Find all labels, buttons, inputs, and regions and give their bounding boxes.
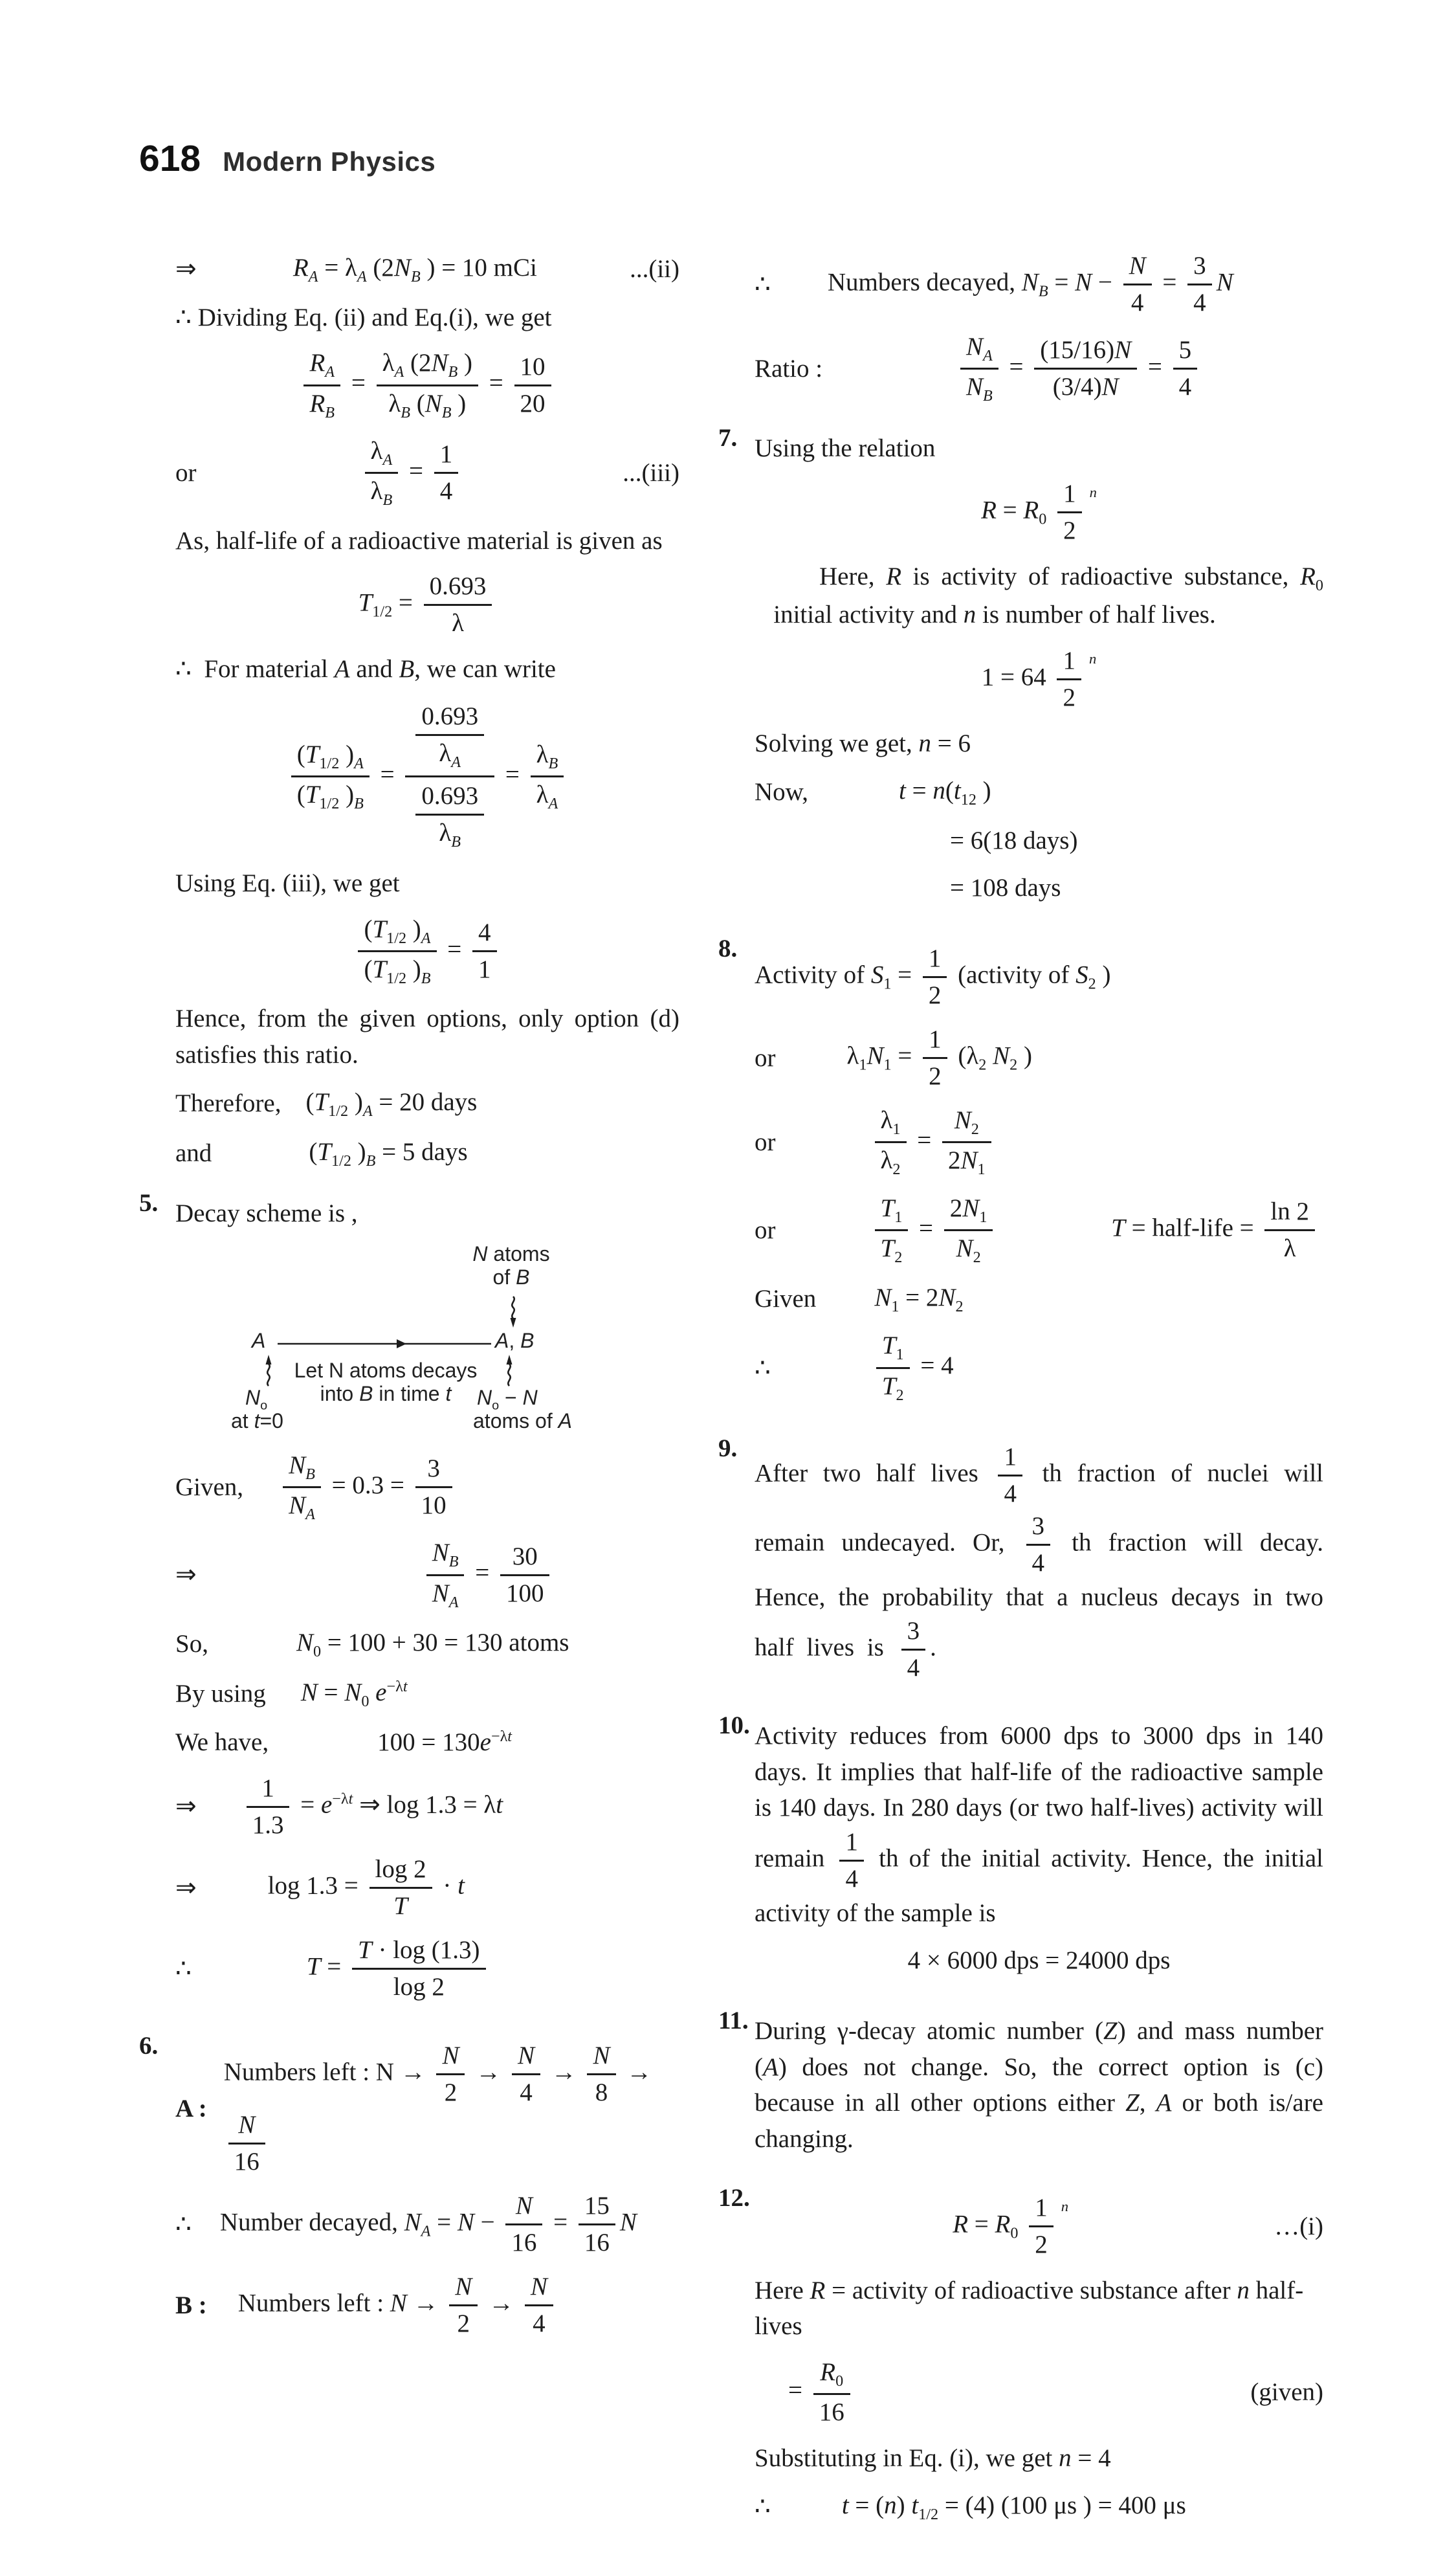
fraction: $\frac{(T_{1/2} )_A}{(T_{1/2} )_B}$ — [291, 740, 370, 814]
equation-line — [175, 2190, 679, 2259]
solution-item — [718, 931, 1323, 1418]
fraction: $\frac{N}{16}$ — [228, 2110, 265, 2177]
equation-line — [175, 1537, 679, 1613]
fraction: $\frac{N_2}{2N_1}$ — [942, 1106, 991, 1179]
text-line: ∴ For material A and B, we can write — [175, 655, 556, 684]
equation-line — [175, 1134, 679, 1172]
solution-item — [139, 2028, 679, 2352]
equation: $N = N_0$ $e^{-\lambda t}$ — [300, 1678, 408, 1710]
equation: $T_{1/2}$ = $\frac{0.693}{\lambda}$ — [175, 570, 679, 640]
equation-label: ∴ — [755, 2493, 771, 2521]
equation: log 1.3 = $\frac{\log 2}{T}$ · t — [208, 1853, 679, 1922]
solution-item — [718, 1431, 1323, 1695]
equation: ($T_{1/2}$ )$_A = 20$ days — [305, 1088, 478, 1120]
text-line: As, half-life of a radioactive material is given as — [175, 526, 663, 555]
equation-line — [175, 1625, 679, 1663]
fraction: $\frac{N}{2}$ — [449, 2272, 478, 2339]
decay-arrow-icon — [278, 1331, 491, 1355]
fraction: $\frac{N}{16}$ — [505, 2191, 542, 2258]
equation-line — [175, 2271, 679, 2340]
fraction: $\frac{1}{4}$ — [998, 1442, 1022, 1509]
equation-line — [755, 2356, 1323, 2429]
fraction: $\frac{N_B}{N_A}$ — [283, 1451, 321, 1524]
equation-label: Ratio : — [755, 355, 823, 383]
diagram-caption: Let N atoms decays into B in time t — [294, 1358, 478, 1406]
equation: $\frac{(T_{1/2} )_A}{(T_{1/2} )_B}$ = $\frac{4}{1}$ — [175, 913, 679, 990]
equation: $\lambda_1N_1$ = $\frac{1}{2}$ ($\lambda_2$ $N_2$ ) — [788, 1023, 1324, 1093]
left-column — [139, 238, 679, 2551]
item-number: 12. — [718, 2183, 750, 2212]
fraction: $\frac{4}{1}$ — [472, 918, 497, 985]
item-body — [175, 2028, 679, 2352]
fraction: $\frac{3}{4}$ — [1026, 1511, 1051, 1578]
equation: 1 = 64 $\frac{1}{2}$ $^n$ — [755, 645, 1323, 714]
text-line: Substituting in Eq. (i), we get n = 4 — [755, 2444, 1111, 2473]
text-line: Activity reduces from 6000 dps to 3000 dps in 140 days. It implies that half-life of the radioactive sample is 140 days. In 280 days (or two half-lives) activity will remain $\frac{1}{4}$ th of the initial activity. Hence, the initial activity of the sample is — [755, 1722, 1323, 1927]
equation: $\frac{N_B}{N_A}$ = 0.3 = $\frac{3}{10}$ — [255, 1449, 679, 1526]
equation-label: Given, — [175, 1473, 244, 1501]
item-number: 6. — [139, 2031, 159, 2060]
equation-line — [175, 2040, 679, 2178]
item-body — [755, 2180, 1323, 2538]
equation-tag: ...(ii) — [630, 254, 679, 283]
equation-label: and — [175, 1139, 212, 1168]
text-line: Using Eq. (iii), we get — [175, 869, 400, 898]
equation: Numbers decayed, $N_B = N$ − $\frac{N}{4}$ = $\frac{3}{4}$ N — [782, 250, 1323, 319]
diagram-label-n0: $N_o$ — [245, 1385, 268, 1413]
equation-line — [755, 478, 1323, 547]
equation: T = $\frac{T \cdot \log (1.3)}{\log 2}$ — [203, 1934, 679, 2003]
fraction: $\frac{1}{2}$ — [1029, 2193, 1053, 2260]
equation-label: ∴ — [175, 2210, 192, 2238]
fraction: $\frac{\lambda_A (2N_B )}{\lambda_B (N_B )}$ — [377, 348, 478, 422]
equation: Numbers left : N → $\frac{N}{2}$ → $\frac{N}{4}$ — [219, 2271, 679, 2340]
equation-tag: ...(iii) — [623, 459, 679, 487]
equation: 4 × 6000 dps = 24000 dps — [907, 1946, 1171, 1975]
page-header — [139, 133, 1323, 185]
fraction: $\frac{30}{100}$ — [500, 1542, 550, 1609]
equation-line — [175, 1853, 679, 1922]
fraction: $\frac{15}{16}$ — [579, 2191, 615, 2258]
equation-line — [755, 250, 1323, 319]
equation-line — [755, 823, 1323, 858]
equation-line — [175, 1449, 679, 1526]
fraction — [405, 700, 494, 853]
decay-scheme-diagram — [215, 1242, 582, 1438]
fraction: $\frac{1}{2}$ — [923, 944, 947, 1010]
fraction: $\frac{1}{1.3}$ — [247, 1774, 290, 1840]
fraction: $\frac{R_0}{16}$ — [813, 2357, 850, 2427]
equation: $N_0 = 100 + 30 = 130$ atoms — [296, 1628, 569, 1660]
equation-line — [175, 1084, 679, 1122]
fraction: $\frac{N}{2}$ — [436, 2041, 465, 2108]
wavy-arrow-down-icon — [508, 1295, 518, 1334]
equation-line — [755, 942, 1323, 1012]
fraction: $\frac{\lambda_1}{\lambda_2}$ — [875, 1106, 907, 1179]
equation: $\frac{\lambda_A}{\lambda_B}$ = $\frac{1}{4}$ — [208, 435, 615, 511]
fraction: $\frac{1}{2}$ — [1057, 646, 1081, 713]
equation-line — [755, 870, 1323, 906]
equation-line — [755, 1943, 1323, 1978]
equation-label: ⇒ — [175, 1561, 197, 1589]
equation-label: ⇒ — [175, 1792, 197, 1821]
text-line: Here R = activity of radioactive substance after n half-lives — [755, 2276, 1304, 2341]
equation-label: or — [755, 1043, 776, 1072]
equation: Number decayed, $N_A = N$ − $\frac{N}{16}$ = $\frac{15}{16}$ N — [203, 2190, 679, 2259]
equation-label: So, — [175, 1629, 208, 1658]
equation: $100 = 130e^{-\lambda t}$ — [377, 1728, 513, 1757]
item-body — [755, 2003, 1323, 2167]
diagram-label-at-t0: at t=0 — [231, 1409, 283, 1432]
equation: $R_A = \lambda_A$ ($2N_B$ ) = 10 mCi — [292, 253, 537, 285]
fraction: $\frac{T_1}{T_2}$ — [876, 1331, 910, 1405]
fraction: $\frac{1}{2}$ — [923, 1025, 947, 1091]
equation: = 6(18 days) — [950, 827, 1078, 855]
fraction: $\frac{1}{2}$ — [1057, 479, 1082, 546]
equation: $\frac{\lambda_1}{\lambda_2}$ = $\frac{N_2}{2N_1}$ — [788, 1104, 1324, 1181]
equation-label: ⇒ — [175, 254, 197, 283]
equation: Numbers left : N → $\frac{N}{2}$ → $\frac{N}{4}$ → $\frac{N}{8}$ → $\frac{N}{16}$ — [219, 2040, 679, 2178]
right-column — [718, 238, 1323, 2551]
equation: $R = R_0$ $\frac{1}{2}$ $^n$ — [755, 478, 1323, 547]
fraction: $\frac{N}{4}$ — [525, 2272, 553, 2339]
page-number: 618 — [139, 138, 201, 179]
fraction: $\frac{3}{4}$ — [901, 1616, 926, 1683]
equation-line — [175, 913, 679, 990]
equation: $\frac{1}{1.3}$ = $e^{-\lambda t}$ ⇒ log 1.3 = λt — [208, 1772, 679, 1842]
equation-line — [175, 699, 679, 854]
item-number: 10. — [718, 1711, 750, 1740]
fraction: $\frac{0.693}{\lambda}$ — [424, 572, 492, 638]
text-line: ∴ Dividing Eq. (ii) and Eq.(i), we get — [175, 304, 552, 332]
fraction: $\frac{(T_{1/2} )_A}{(T_{1/2} )_B}$ — [358, 915, 436, 988]
solution-item — [718, 420, 1323, 918]
fraction: $\frac{0.693}{\lambda_A}$ — [415, 702, 484, 772]
item-number: 7. — [718, 423, 738, 452]
equation: $R = R_0$ $\frac{1}{2}$ $^n$ — [755, 2192, 1266, 2261]
equation-label: A : — [175, 2095, 207, 2123]
equation-line — [175, 347, 679, 423]
fraction: $\frac{\log 2}{T}$ — [370, 1855, 432, 1921]
fraction: $\frac{N_B}{N_A}$ — [426, 1538, 465, 1612]
equation-label: ∴ — [755, 1353, 771, 1382]
equation-line — [755, 773, 1323, 811]
equation-label: By using — [175, 1680, 266, 1708]
diagram-node-a: A — [252, 1328, 266, 1352]
equation: ($T_{1/2}$ )$_B = 5$ days — [309, 1138, 468, 1170]
item-body — [755, 1708, 1323, 1990]
equation: $\frac{R_A}{R_B}$ = $\frac{\lambda_A (2N_B )}{\lambda_B (N_B )}$ = $\frac{10}{20}$ — [175, 347, 679, 423]
fraction: $\frac{\lambda_B}{\lambda_A}$ — [531, 740, 564, 814]
fraction: $\frac{10}{20}$ — [514, 352, 551, 419]
equation: $t = n(t_{12}$ ) — [899, 776, 991, 808]
solution-item — [139, 1185, 679, 2014]
item-body — [755, 420, 1323, 918]
equation-label: Now, — [755, 777, 809, 806]
equation-label: ⇒ — [175, 1873, 197, 1902]
fraction: $\frac{(15/16)N}{(3/4)N}$ — [1034, 335, 1137, 402]
solution-item — [718, 2003, 1323, 2167]
equation-line — [755, 1192, 1323, 1269]
equation: $\frac{N_A}{N_B}$ = $\frac{(15/16)N}{(3/4)N}$ = $\frac{5}{4}$ — [834, 331, 1323, 407]
equation: $N_1 = 2N_2$ — [874, 1284, 964, 1316]
equation-label: Given — [755, 1285, 817, 1313]
equation-line — [175, 250, 679, 288]
diagram-node-ab: A, B — [495, 1328, 535, 1352]
equation: t = (n) $t_{1/2} = (4)$ (100 μs ) = 400 μs — [841, 2491, 1186, 2524]
fraction: $\frac{N}{4}$ — [1123, 251, 1152, 318]
equation-line — [755, 1023, 1323, 1093]
equation-line — [175, 1934, 679, 2003]
equation-label: ∴ — [175, 1954, 192, 1983]
equation-line — [175, 1724, 679, 1760]
text-line: Using the relation — [755, 434, 936, 462]
equation-line — [175, 570, 679, 640]
equation-label: or — [755, 1128, 776, 1157]
fraction: $\frac{T \cdot \log (1.3)}{\log 2}$ — [352, 1935, 486, 2002]
equation-label: ∴ — [755, 270, 771, 298]
equation: = $\frac{R_0}{16}$ — [755, 2356, 1242, 2429]
equation: $\frac{(T_{1/2} )_A}{(T_{1/2} )_B}$ = $\frac{\frac{0.693}{\lambda_A}}{\frac{0.693}{\lambda_B}}$ = $\frac{\lambda_B}{\lambda_A}$ — [175, 699, 679, 854]
equation-label: We have, — [175, 1728, 269, 1757]
equation-line — [755, 1330, 1323, 1406]
equation-line — [175, 435, 679, 511]
solution-item — [718, 2180, 1323, 2538]
page-title: Modern Physics — [223, 146, 436, 177]
text-line: Solving we get, n = 6 — [755, 729, 971, 757]
fraction: $\frac{2N_1}{N_2}$ — [944, 1194, 993, 1267]
equation: $\frac{T_1}{T_2}$ = $\frac{2N_1}{N_2}$ — [788, 1192, 1112, 1269]
equation-line — [755, 1280, 1323, 1318]
equation-line — [175, 1772, 679, 1842]
equation-label: B : — [175, 2291, 207, 2319]
equation: $\frac{N_B}{N_A}$ = $\frac{30}{100}$ — [208, 1537, 679, 1613]
text-line: Decay scheme is , — [175, 1199, 358, 1228]
equation: $\frac{T_1}{T_2}$ = 4 — [782, 1330, 1323, 1406]
fraction: $\frac{T_1}{T_2}$ — [875, 1194, 909, 1267]
diagram-label-n0-minus-n: $N_o - N$ — [477, 1385, 538, 1413]
text-line: After two half lives $\frac{1}{4}$ th fraction of nuclei will remain undecayed. Or, $\frac{3}{4}$ th fraction will decay. Hence, the probability that a nucleus decays in two half lives is $\frac{3}{4}$ . — [755, 1441, 1323, 1684]
equation-line — [755, 2488, 1323, 2526]
fraction: $\frac{\ln 2}{\lambda}$ — [1264, 1197, 1315, 1264]
item-number: 5. — [139, 1189, 159, 1218]
equation-tag: …(i) — [1274, 2212, 1323, 2240]
solution-item — [718, 1708, 1323, 1990]
fraction: $\frac{1}{4}$ — [839, 1827, 864, 1894]
equation: = 108 days — [950, 874, 1061, 902]
fraction: $\frac{0.693}{\lambda_B}$ — [415, 781, 484, 851]
text-line: Here, R is activity of radioactive substance, $R_0$ initial activity and n is number of half lives. — [755, 563, 1323, 629]
fraction: $\frac{3}{4}$ — [1187, 251, 1212, 318]
fraction: $\frac{N}{8}$ — [587, 2041, 615, 2108]
item-number: 11. — [718, 2007, 749, 2035]
text-line: During γ-decay atomic number (Z) and mass number (A) does not change. So, the correct option is (c) because in all other options either Z, A or both is/are changing. — [755, 2017, 1323, 2153]
equation: Activity of $S_1$ = $\frac{1}{2}$ (activity of $S_2$ ) — [755, 942, 1323, 1012]
item-body — [755, 1431, 1323, 1695]
item-number: 9. — [718, 1434, 738, 1463]
fraction: $\frac{R_A}{R_B}$ — [303, 348, 340, 422]
two-column-layout — [139, 238, 1323, 2551]
side-note: T = half-life = $\frac{\ln 2}{\lambda}$ — [1111, 1196, 1323, 1265]
diagram-label-n-atoms-of-b: N atoms of B — [472, 1242, 550, 1289]
equation-tag: (given) — [1250, 2378, 1323, 2407]
text-line: Hence, from the given options, only option (d) satisfies this ratio. — [175, 1005, 679, 1069]
fraction: $\frac{5}{4}$ — [1173, 335, 1198, 402]
equation-line — [175, 1675, 679, 1713]
equation-label: or — [755, 1216, 776, 1244]
fraction: $\frac{1}{4}$ — [434, 440, 459, 506]
equation-line — [755, 645, 1323, 714]
fraction: $\frac{N_A}{N_B}$ — [960, 332, 998, 406]
fraction: $\frac{N}{4}$ — [512, 2041, 540, 2108]
diagram-label-atoms-of-a: atoms of A — [473, 1409, 572, 1432]
equation-label: or — [175, 459, 197, 487]
item-body — [175, 1185, 679, 2014]
item-number: 8. — [718, 934, 738, 963]
fraction: $\frac{\lambda_A}{\lambda_B}$ — [365, 436, 399, 510]
equation-line — [755, 1104, 1323, 1181]
equation-line — [755, 2192, 1323, 2261]
equation-label: Therefore, — [175, 1089, 281, 1117]
item-body — [755, 931, 1323, 1418]
equation-line — [755, 331, 1323, 407]
fraction: $\frac{3}{10}$ — [415, 1454, 452, 1521]
